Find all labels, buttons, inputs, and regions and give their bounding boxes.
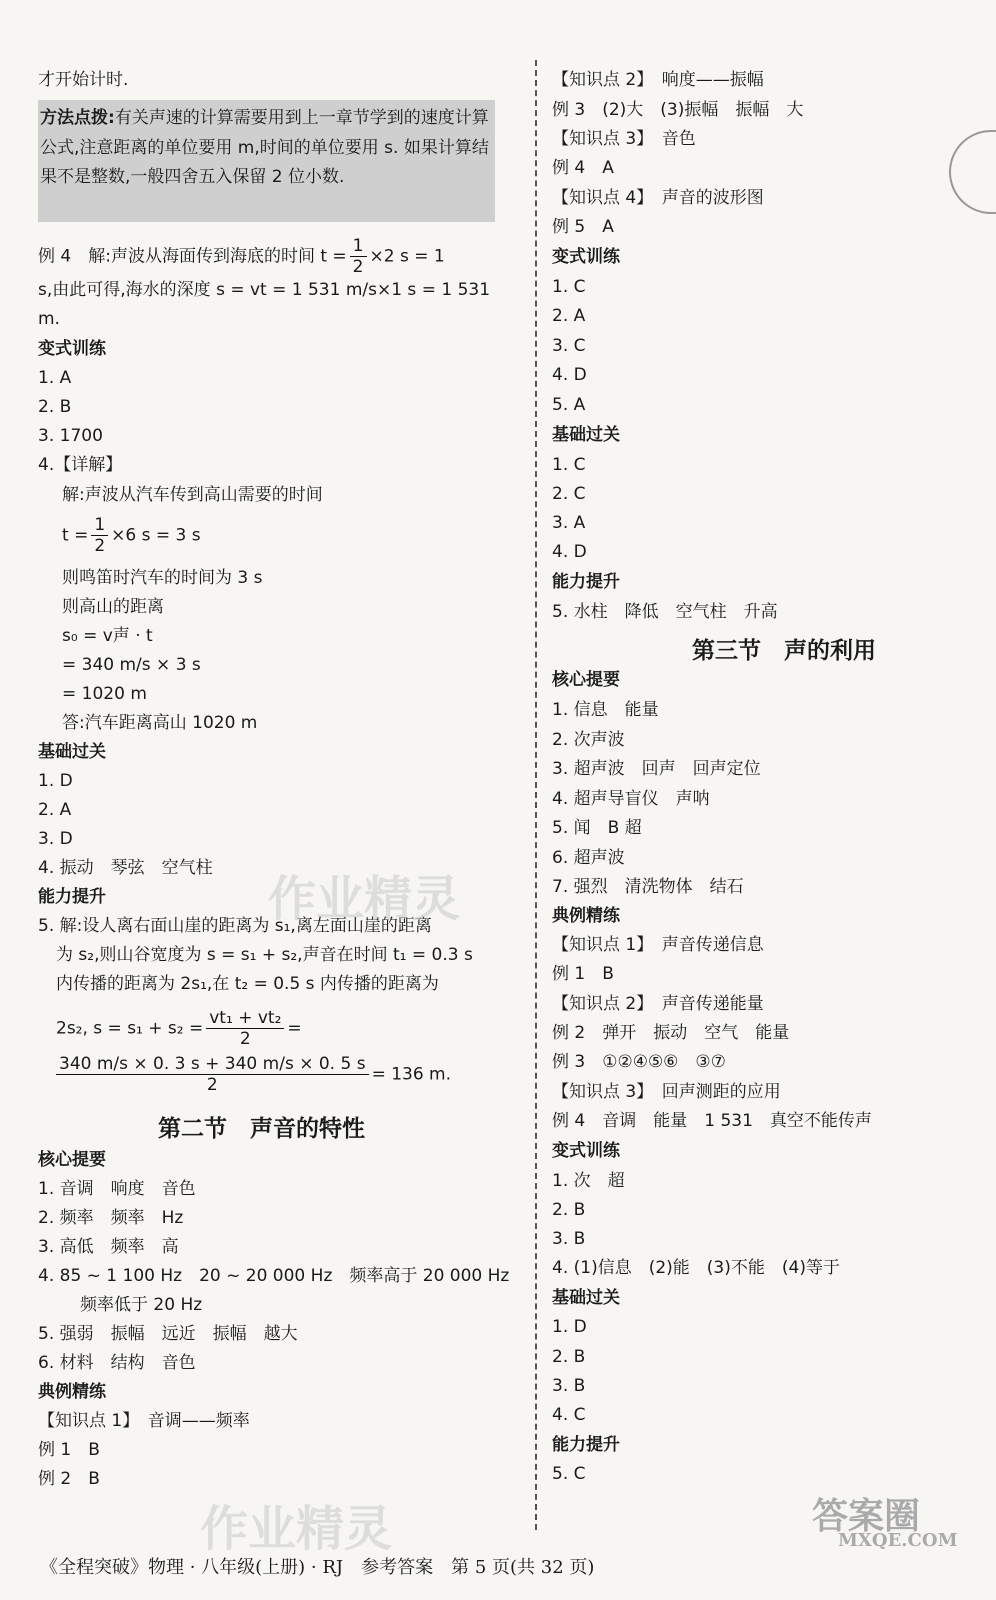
answer-line: 为 s₂,则山谷宽度为 s = s₁ + s₂,声音在时间 t₁ = 0.3 s xyxy=(56,945,473,965)
text: = xyxy=(287,1018,302,1039)
text: = 136 m. xyxy=(371,1064,452,1085)
answer-line: 5. 解:设人离右面山崖的距离为 s₁,离左面山崖的距离 xyxy=(38,916,432,936)
numerator: vt₁ + vt₂ xyxy=(206,1008,284,1029)
answer-line: 3. B xyxy=(552,1376,586,1396)
section-heading: 核心提要 xyxy=(38,1150,106,1170)
text-line: 才开始计时. xyxy=(38,70,129,90)
answer-line: 4. 振动 琴弦 空气柱 xyxy=(38,858,213,878)
formula-line xyxy=(56,1054,451,1095)
tip-label: 方法点拨: xyxy=(40,108,115,128)
answer-line: 5. C xyxy=(552,1464,586,1484)
answer-line: 3. C xyxy=(552,336,586,356)
answer-line: 1. D xyxy=(38,771,73,791)
section-heading: 基础过关 xyxy=(38,742,106,762)
knowledge-point: 【知识点 2】 声音传递能量 xyxy=(552,994,764,1014)
denominator: 2 xyxy=(239,1029,251,1049)
method-tip-box xyxy=(38,100,495,222)
page-footer: 《全程突破》物理 · 八年级(上册) · RJ 参考答案 第 5 页(共 32 页) xyxy=(40,1557,595,1578)
answer-line: 5. 闻 B 超 xyxy=(552,818,642,838)
answer-line: 3. B xyxy=(552,1229,586,1249)
answer-line: 例 3 (2)大 (3)振幅 振幅 大 xyxy=(552,100,804,120)
answer-line: 2. C xyxy=(552,484,586,504)
knowledge-point: 【知识点 1】 声音传递信息 xyxy=(552,935,764,955)
answer-line: 3. D xyxy=(38,829,73,849)
answer-line: 1. D xyxy=(552,1317,587,1337)
answer-line: 5. 强弱 振幅 远近 振幅 越大 xyxy=(38,1324,298,1344)
answer-line: 例 5 A xyxy=(552,217,614,237)
answer-line: 例 4 A xyxy=(552,158,614,178)
numerator: 1 xyxy=(91,515,108,536)
example-4-line-1 xyxy=(38,236,445,277)
answer-line: 1. 次 超 xyxy=(552,1171,625,1191)
tip-text: 有关声速的计算需要用到上一章节学到的速度计算公式,注意距离的单位要用 m,时间的单位要用 s. 如果计算结果不是整数,一般四舍五入保留 2 位小数. xyxy=(40,108,489,187)
watermark-url: MXQE.COM xyxy=(838,1530,958,1551)
fraction xyxy=(91,515,108,556)
section-heading: 典例精练 xyxy=(38,1382,106,1402)
solution-line: 则鸣笛时汽车的时间为 3 s xyxy=(62,568,263,588)
answer-line: 2. A xyxy=(552,306,586,326)
section-title: 第三节 声的利用 xyxy=(692,637,876,664)
answer-line: 1. A xyxy=(38,368,72,388)
answer-line: 4. 85 ~ 1 100 Hz 20 ~ 20 000 Hz 频率高于 20 000 Hz xyxy=(38,1266,510,1286)
answer-line: 2. B xyxy=(552,1347,586,1367)
fraction xyxy=(56,1054,369,1095)
watermark-text: 作业精灵 xyxy=(268,871,461,927)
section-heading: 变式训练 xyxy=(38,339,106,359)
section-heading: 核心提要 xyxy=(552,670,620,690)
answer-line: 3. 超声波 回声 回声定位 xyxy=(552,759,761,779)
answer-line: 例 1 B xyxy=(552,964,614,984)
section-heading: 典例精练 xyxy=(552,906,620,926)
section-heading: 变式训练 xyxy=(552,1141,620,1161)
answer-line: 4. (1)信息 (2)能 (3)不能 (4)等于 xyxy=(552,1258,840,1278)
answer-line: 4. 超声导盲仪 声呐 xyxy=(552,789,710,809)
formula-line xyxy=(56,1008,302,1049)
section-title: 第二节 声音的特性 xyxy=(158,1115,365,1142)
section-heading: 能力提升 xyxy=(552,1435,620,1455)
answer-line: 5. 水柱 降低 空气柱 升高 xyxy=(552,602,778,622)
text: ×6 s = 3 s xyxy=(111,525,201,546)
answer-line: 例 3 ①②④⑤⑥ ③⑦ xyxy=(552,1052,726,1072)
answer-line: 2. A xyxy=(38,800,72,820)
solution-line: = 1020 m xyxy=(62,684,147,704)
knowledge-point: 【知识点 3】 音色 xyxy=(552,129,696,149)
answer-line: 例 2 B xyxy=(38,1469,100,1489)
knowledge-point: 【知识点 2】 响度——振幅 xyxy=(552,70,764,90)
text: 例 4 解:声波从海面传到海底的时间 t = xyxy=(38,246,347,267)
answer-line: 例 1 B xyxy=(38,1440,100,1460)
watermark-logo-text: 答案圈 xyxy=(812,1495,921,1537)
solution-line: s₀ = v声 · t xyxy=(62,626,153,646)
answer-line: 2. B xyxy=(38,397,72,417)
answer-line: 6. 超声波 xyxy=(552,848,625,868)
answer-line: 例 4 音调 能量 1 531 真空不能传声 xyxy=(552,1111,872,1131)
answer-line: 1. 音调 响度 音色 xyxy=(38,1179,196,1199)
text: ×2 s = 1 xyxy=(369,246,445,267)
answer-line: 频率低于 20 Hz xyxy=(80,1295,203,1315)
watermark-text: 作业精灵 xyxy=(200,1501,393,1557)
knowledge-point: 【知识点 1】 音调——频率 xyxy=(38,1411,250,1431)
answer-line: 2. 频率 频率 Hz xyxy=(38,1208,184,1228)
knowledge-point: 【知识点 3】 回声测距的应用 xyxy=(552,1082,781,1102)
answer-line: 内传播的距离为 2s₁,在 t₂ = 0.5 s 内传播的距离为 xyxy=(56,974,439,994)
solution-line: 答:汽车距离高山 1020 m xyxy=(62,713,258,733)
numerator: 1 xyxy=(350,236,367,257)
corner-stamp-icon xyxy=(949,130,996,214)
answer-line: 7. 强烈 清洗物体 结石 xyxy=(552,877,744,897)
text-line: s,由此可得,海水的深度 s = vt = 1 531 m/s×1 s = 1 531 xyxy=(38,280,491,300)
solution-fraction-line xyxy=(62,515,201,556)
solution-line: 解:声波从汽车传到高山需要的时间 xyxy=(62,485,323,505)
section-heading: 基础过关 xyxy=(552,425,620,445)
answer-line: 例 2 弹开 振动 空气 能量 xyxy=(552,1023,790,1043)
answer-line: 2. B xyxy=(552,1200,586,1220)
solution-line: = 340 m/s × 3 s xyxy=(62,655,201,675)
answer-line: 5. A xyxy=(552,395,586,415)
answer-line: 4. D xyxy=(552,365,587,385)
answer-line: 4. C xyxy=(552,1405,586,1425)
section-heading: 基础过关 xyxy=(552,1288,620,1308)
answer-line: 1. C xyxy=(552,277,586,297)
denominator: 2 xyxy=(352,257,364,277)
answer-line: 4.【详解】 xyxy=(38,455,123,475)
denominator: 2 xyxy=(206,1075,218,1095)
answer-line: 1. 信息 能量 xyxy=(552,700,659,720)
text: 2s₂, s = s₁ + s₂ = xyxy=(56,1018,204,1039)
solution-line: 则高山的距离 xyxy=(62,597,164,617)
text-line: m. xyxy=(38,309,60,329)
denominator: 2 xyxy=(94,536,106,556)
answer-line: 6. 材料 结构 音色 xyxy=(38,1353,196,1373)
answer-line: 4. D xyxy=(552,542,587,562)
text: t = xyxy=(62,525,89,546)
section-heading: 能力提升 xyxy=(552,572,620,592)
fraction xyxy=(206,1008,284,1049)
knowledge-point: 【知识点 4】 声音的波形图 xyxy=(552,188,764,208)
answer-line: 1. C xyxy=(552,455,586,475)
numerator: 340 m/s × 0. 3 s + 340 m/s × 0. 5 s xyxy=(56,1054,369,1075)
column-divider xyxy=(535,60,537,1530)
answer-line: 3. A xyxy=(552,513,586,533)
section-heading: 能力提升 xyxy=(38,887,106,907)
answer-line: 2. 次声波 xyxy=(552,730,625,750)
answer-line: 3. 高低 频率 高 xyxy=(38,1237,179,1257)
fraction xyxy=(350,236,367,277)
answer-line: 3. 1700 xyxy=(38,426,103,446)
section-heading: 变式训练 xyxy=(552,247,620,267)
